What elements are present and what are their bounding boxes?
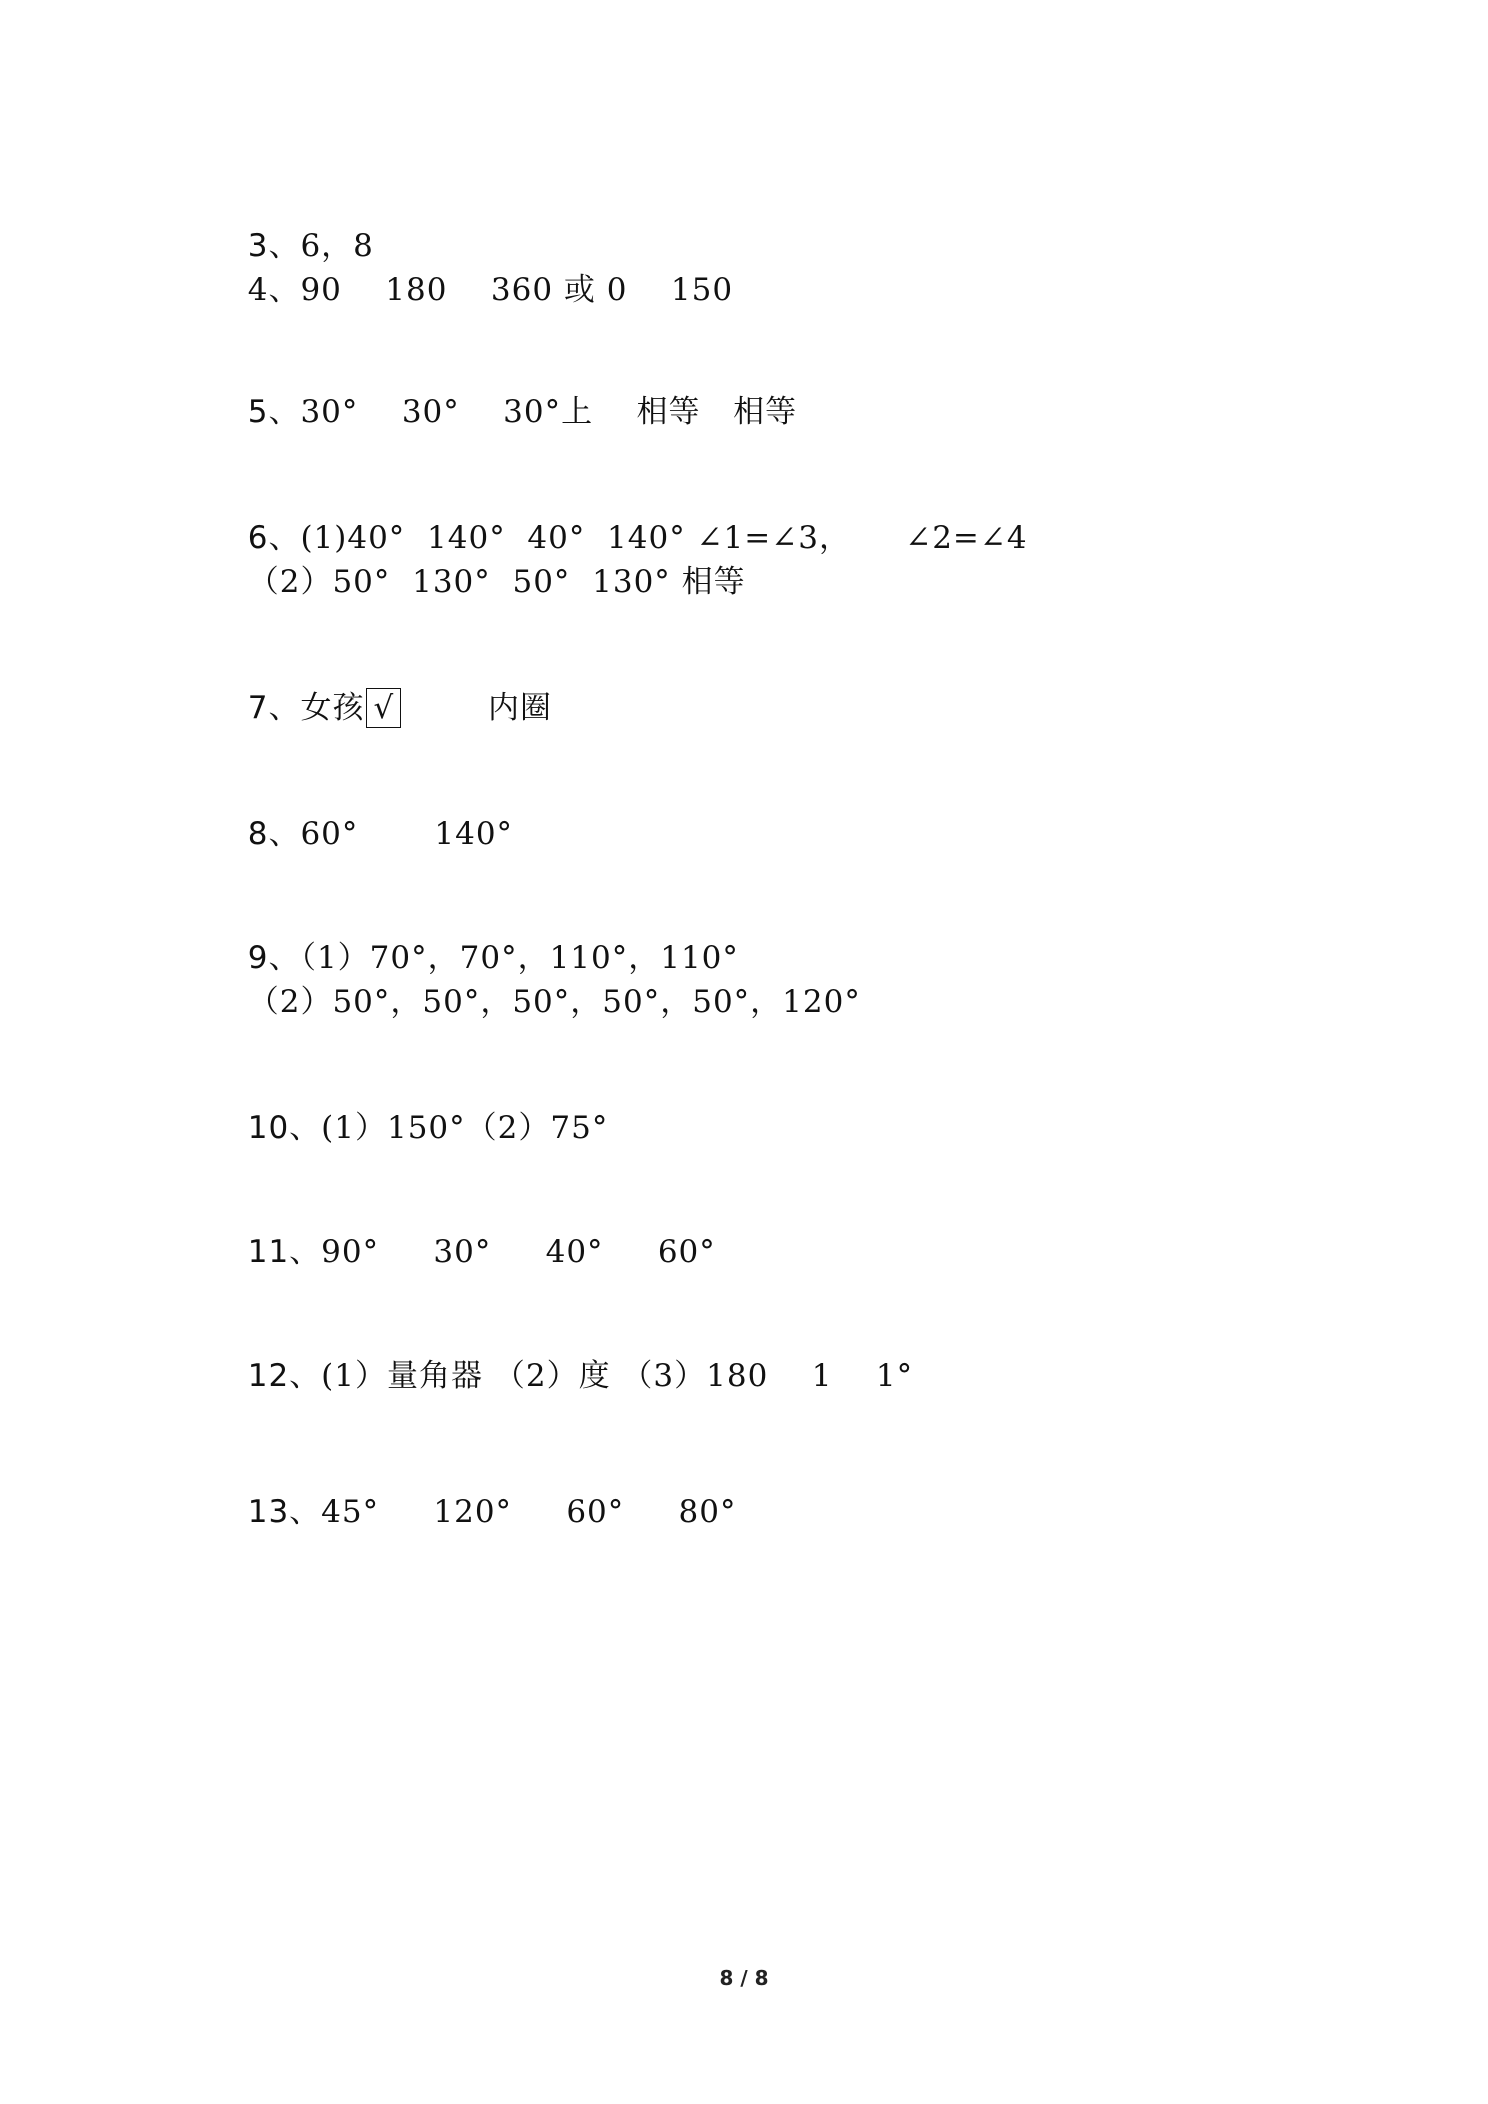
answer-text: 、(1）量角器 （2）度 （3）180 1 1°	[289, 1358, 914, 1394]
answer-number: 3	[247, 228, 269, 264]
answer-number: 11	[247, 1234, 290, 1270]
answer-7	[226, 648, 552, 728]
answer-text: 、6，8	[268, 228, 374, 264]
answer-11	[226, 1192, 716, 1272]
answer-text: （2）50° 130° 50° 130° 相等	[247, 564, 746, 600]
answer-12	[226, 1316, 913, 1396]
answer-text-after: 内圈	[401, 690, 553, 726]
answer-text: 、(1）150°（2）75°	[289, 1110, 609, 1146]
answer-13	[226, 1452, 737, 1532]
answer-number: 10	[247, 1110, 290, 1146]
answer-number: 12	[247, 1358, 290, 1394]
answer-5	[226, 352, 797, 432]
answer-text: 、女孩	[268, 690, 365, 726]
answer-text: 4、90 180 360 或 0 150	[247, 272, 734, 308]
answer-number: 9	[247, 940, 269, 976]
answer-6-part-2	[226, 522, 746, 602]
answer-text: 、90° 30° 40° 60°	[289, 1234, 716, 1270]
answer-9-part-2	[226, 942, 861, 1022]
answer-4	[226, 230, 733, 310]
answer-text: 、(1)40° 140° 40° 140° ∠1=∠3， ∠2=∠4	[268, 520, 1028, 556]
answer-number: 13	[247, 1494, 290, 1530]
answer-10	[226, 1068, 608, 1148]
answer-text: 、60° 140°	[268, 816, 514, 852]
answer-number: 7	[247, 690, 269, 726]
answer-number: 6	[247, 520, 269, 556]
answer-text: （2）50°，50°，50°，50°，50°，120°	[247, 984, 861, 1020]
answer-number: 5	[247, 394, 269, 430]
answer-number: 8	[247, 816, 269, 852]
checkmark-box: √	[366, 688, 401, 728]
answer-text: 、45° 120° 60° 80°	[289, 1494, 737, 1530]
answer-text: 、30° 30° 30°上 相等 相等	[268, 394, 798, 430]
page-number: 8 / 8	[719, 1966, 769, 1990]
answer-text: 、（1）70°，70°，110°，110°	[268, 940, 739, 976]
answer-8	[226, 774, 513, 854]
